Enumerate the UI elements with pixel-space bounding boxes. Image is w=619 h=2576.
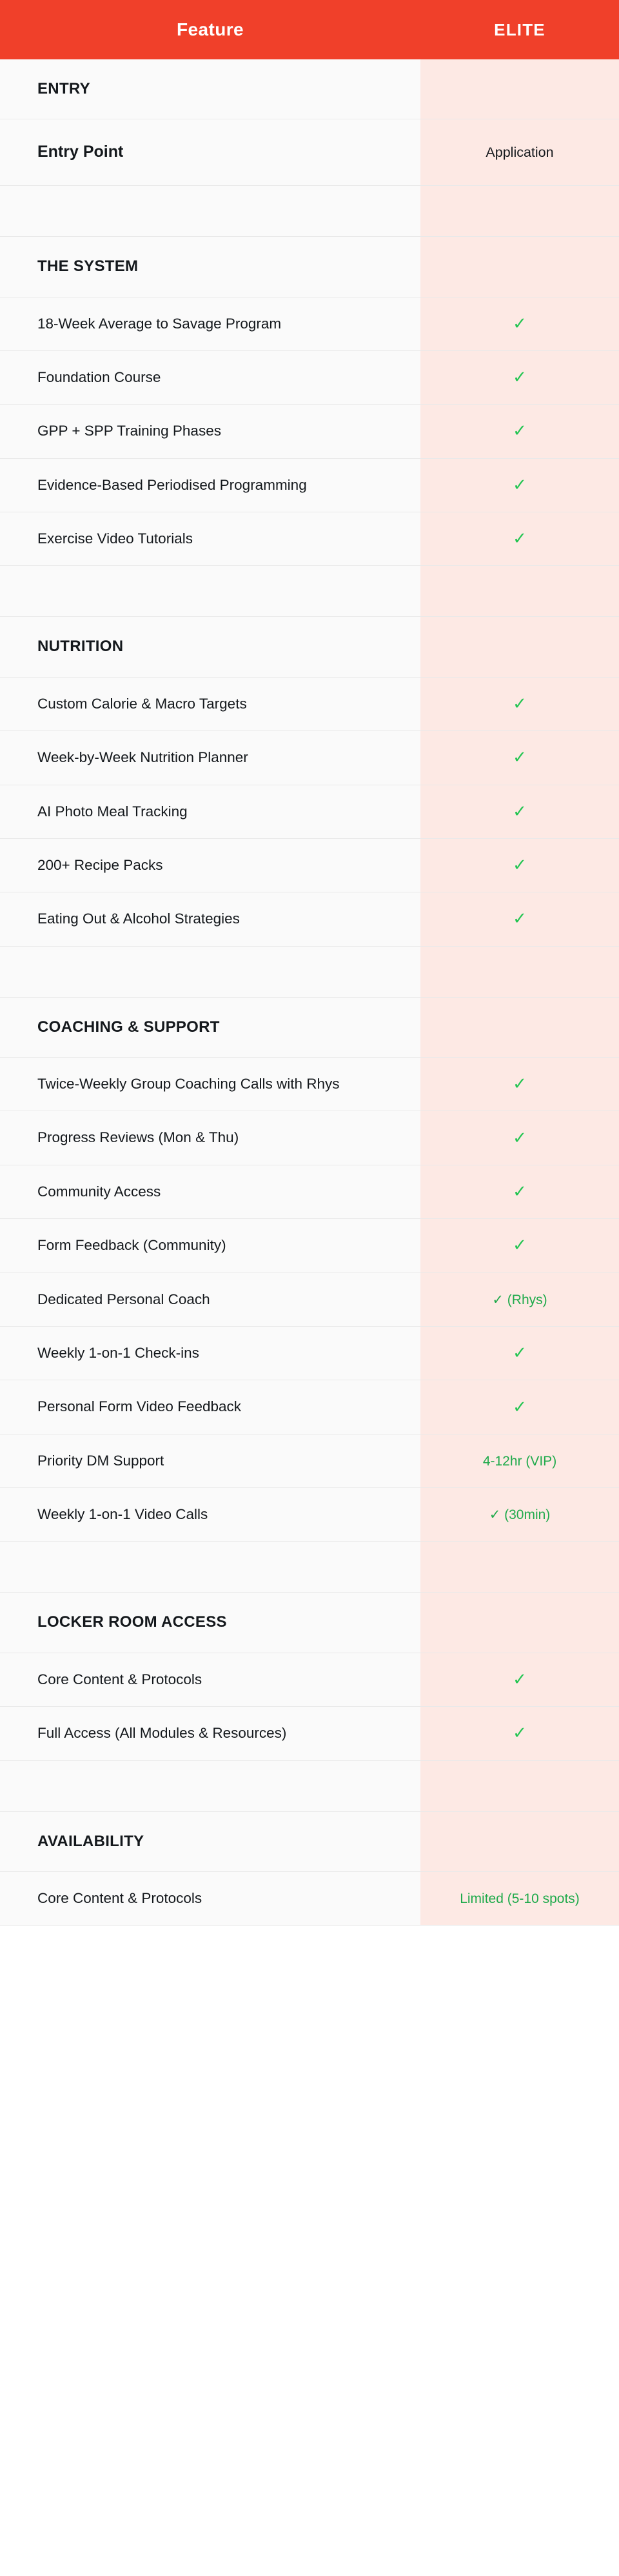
feature-label	[0, 946, 420, 997]
check-icon: ✓	[513, 313, 527, 333]
spacer-row	[0, 1542, 619, 1593]
elite-value-cell	[420, 838, 619, 892]
elite-value-cell	[420, 1811, 619, 1871]
column-header-elite: ELITE	[420, 0, 619, 59]
feature-label: Community Access	[0, 1165, 420, 1218]
spacer-row	[0, 186, 619, 237]
elite-value-cell	[420, 405, 619, 458]
section-header-row	[0, 617, 619, 677]
feature-row	[0, 785, 619, 838]
check-icon: ✓	[513, 1182, 527, 1201]
check-icon: ✓	[513, 474, 527, 494]
feature-row	[0, 512, 619, 566]
table-body	[0, 59, 619, 1926]
check-icon: ✓	[513, 693, 527, 713]
feature-label: Weekly 1-on-1 Check-ins	[0, 1326, 420, 1380]
elite-value-cell	[420, 1593, 619, 1653]
feature-row	[0, 297, 619, 350]
feature-label: Custom Calorie & Macro Targets	[0, 677, 420, 730]
elite-value-cell	[420, 119, 619, 186]
feature-row	[0, 677, 619, 730]
check-icon: ✓	[513, 421, 527, 441]
feature-label: Core Content & Protocols	[0, 1871, 420, 1925]
feature-label	[0, 1542, 420, 1593]
feature-row	[0, 1434, 619, 1487]
feature-row	[0, 350, 619, 404]
feature-label: Dedicated Personal Coach	[0, 1273, 420, 1326]
section-label: THE SYSTEM	[0, 237, 420, 297]
elite-value-cell	[420, 1871, 619, 1925]
feature-label: 18-Week Average to Savage Program	[0, 297, 420, 350]
feature-row	[0, 1653, 619, 1706]
spacer-row	[0, 946, 619, 997]
elite-value-cell	[420, 1326, 619, 1380]
feature-label	[0, 1760, 420, 1811]
feature-row	[0, 405, 619, 458]
elite-value-cell	[420, 186, 619, 237]
feature-label: Week-by-Week Nutrition Planner	[0, 731, 420, 785]
check-icon: ✓	[513, 1396, 527, 1416]
feature-row	[0, 1058, 619, 1111]
elite-value-text: 4-12hr (VIP)	[482, 1453, 557, 1469]
feature-label: Weekly 1-on-1 Video Calls	[0, 1488, 420, 1542]
column-header-feature: Feature	[0, 0, 420, 59]
feature-row	[0, 1111, 619, 1165]
elite-value-cell	[420, 617, 619, 677]
section-header-row	[0, 1811, 619, 1871]
check-icon: ✓	[513, 1669, 527, 1689]
feature-label	[0, 186, 420, 237]
elite-value-cell	[420, 350, 619, 404]
section-header-row	[0, 997, 619, 1057]
elite-value-cell	[420, 1542, 619, 1593]
feature-row	[0, 1380, 619, 1434]
table-header-row	[0, 0, 619, 59]
check-icon: ✓	[513, 909, 527, 929]
check-icon: ✓	[513, 747, 527, 767]
elite-value-cell	[420, 997, 619, 1057]
elite-value-cell	[420, 1380, 619, 1434]
elite-value-cell	[420, 1058, 619, 1111]
elite-value-cell	[420, 1165, 619, 1218]
feature-label: AI Photo Meal Tracking	[0, 785, 420, 838]
feature-row	[0, 838, 619, 892]
check-icon: ✓	[513, 1127, 527, 1147]
feature-label: Progress Reviews (Mon & Thu)	[0, 1111, 420, 1165]
feature-label: Foundation Course	[0, 350, 420, 404]
feature-row	[0, 1488, 619, 1542]
elite-value-cell	[420, 297, 619, 350]
elite-value-cell	[420, 1434, 619, 1487]
feature-label: Form Feedback (Community)	[0, 1219, 420, 1273]
elite-value-cell	[420, 677, 619, 730]
elite-value-cell	[420, 1760, 619, 1811]
check-icon: ✓	[513, 855, 527, 875]
feature-label: Exercise Video Tutorials	[0, 512, 420, 566]
elite-value-cell	[420, 1273, 619, 1326]
section-label: AVAILABILITY	[0, 1811, 420, 1871]
elite-value-cell	[420, 566, 619, 617]
feature-label: Eating Out & Alcohol Strategies	[0, 892, 420, 946]
section-label: COACHING & SUPPORT	[0, 997, 420, 1057]
elite-value-cell	[420, 1653, 619, 1706]
elite-value-cell	[420, 1111, 619, 1165]
feature-label: 200+ Recipe Packs	[0, 838, 420, 892]
table-header	[0, 0, 619, 59]
feature-label: Evidence-Based Periodised Programming	[0, 458, 420, 512]
feature-row	[0, 458, 619, 512]
elite-value-cell	[420, 946, 619, 997]
check-icon: ✓	[513, 528, 527, 548]
elite-value-cell	[420, 785, 619, 838]
feature-label: Twice-Weekly Group Coaching Calls with Rhys	[0, 1058, 420, 1111]
feature-row	[0, 1273, 619, 1326]
feature-row	[0, 731, 619, 785]
spacer-row	[0, 1760, 619, 1811]
check-icon: ✓	[513, 1343, 527, 1363]
section-label: LOCKER ROOM ACCESS	[0, 1593, 420, 1653]
check-icon: ✓	[513, 1235, 527, 1255]
feature-label: Priority DM Support	[0, 1434, 420, 1487]
feature-row	[0, 1219, 619, 1273]
elite-value-cell	[420, 59, 619, 119]
elite-value-text: Application	[486, 145, 554, 161]
elite-value-cell	[420, 1488, 619, 1542]
elite-value-cell	[420, 1219, 619, 1273]
section-header-row	[0, 237, 619, 297]
feature-label: GPP + SPP Training Phases	[0, 405, 420, 458]
elite-value-cell	[420, 458, 619, 512]
elite-value-cell	[420, 731, 619, 785]
elite-value-text: ✓ (Rhys)	[492, 1292, 547, 1307]
feature-row	[0, 892, 619, 946]
feature-label: Entry Point	[0, 119, 420, 186]
check-icon: ✓	[513, 1074, 527, 1094]
elite-value-text: ✓ (30min)	[489, 1507, 551, 1523]
section-header-row	[0, 1593, 619, 1653]
feature-row	[0, 1707, 619, 1760]
section-header-row	[0, 59, 619, 119]
section-label: ENTRY	[0, 59, 420, 119]
feature-row	[0, 1165, 619, 1218]
check-icon: ✓	[513, 1723, 527, 1743]
elite-value-text: Limited (5-10 spots)	[460, 1891, 580, 1907]
spacer-row	[0, 566, 619, 617]
elite-value-cell	[420, 237, 619, 297]
check-icon: ✓	[513, 801, 527, 821]
feature-row	[0, 119, 619, 186]
elite-value-cell	[420, 512, 619, 566]
check-icon: ✓	[513, 367, 527, 387]
elite-value-cell	[420, 892, 619, 946]
feature-label: Personal Form Video Feedback	[0, 1380, 420, 1434]
feature-row	[0, 1871, 619, 1925]
feature-label	[0, 566, 420, 617]
feature-label: Full Access (All Modules & Resources)	[0, 1707, 420, 1760]
feature-label: Core Content & Protocols	[0, 1653, 420, 1706]
section-label: NUTRITION	[0, 617, 420, 677]
elite-value-cell	[420, 1707, 619, 1760]
feature-row	[0, 1326, 619, 1380]
